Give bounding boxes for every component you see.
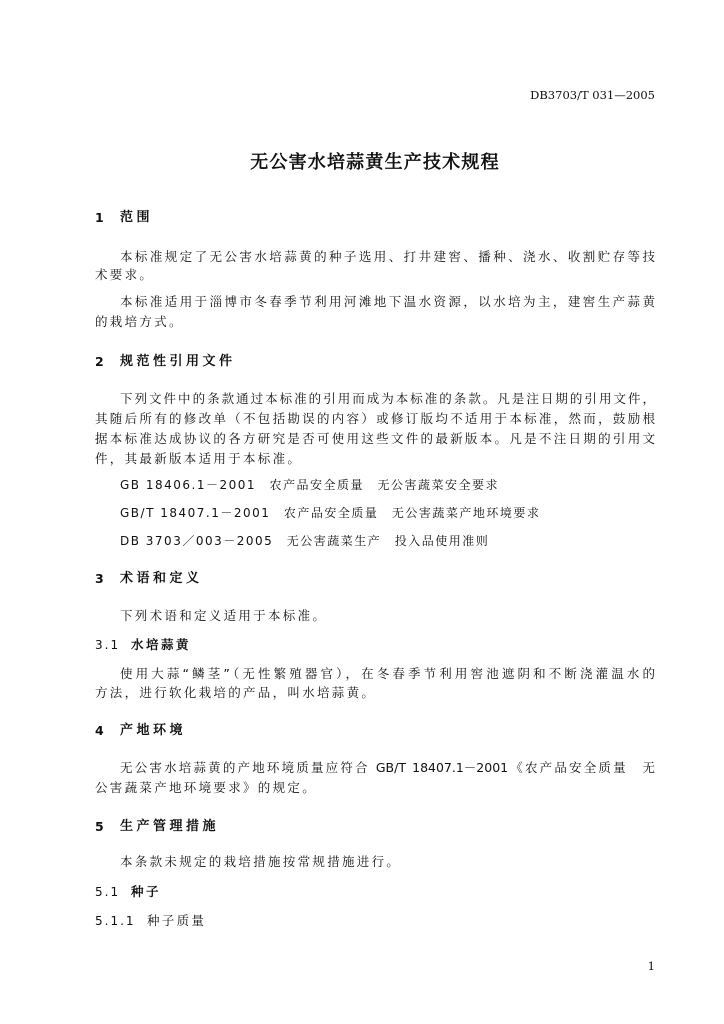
reference-line: DB 3703／003－2005 无公害蔬菜生产 投入品使用准则: [120, 534, 490, 548]
paragraph-line: 件，其最新版本适用于本标准。: [95, 451, 303, 466]
section-3-heading: 术语和定义: [120, 571, 203, 586]
subsection-5-1-heading: 种子: [131, 884, 162, 899]
section-4-heading: 产地环境: [120, 723, 187, 738]
paragraph-line: 的栽培方式。: [95, 314, 184, 329]
paragraph-line: 术要求。: [95, 267, 155, 282]
subsection-5-1-1-heading: 种子质量: [147, 913, 207, 928]
paragraph-line: 据本标准达成协议的各方研究是否可使用这些文件的最新版本。凡是不注日期的引用文: [95, 431, 655, 446]
section-5-heading: 生产管理措施: [120, 819, 220, 834]
paragraph-line: 下列文件中的条款通过本标准的引用而成为本标准的条款。凡是注日期的引用文件，: [120, 391, 655, 406]
section-1-number: 1: [95, 210, 106, 225]
document-code: DB3703/T 031—2005: [530, 88, 655, 102]
section-1-heading: 范围: [120, 210, 154, 225]
paragraph-line: 本标准适用于淄博市冬春季节利用河滩地下温水资源，以水培为主，建窖生产蒜黄: [120, 294, 655, 309]
subsection-3-1-number: 3.1: [95, 638, 121, 652]
section-2-heading: 规范性引用文件: [120, 354, 236, 369]
paragraph-line: 本条款未规定的栽培措施按常规措施进行。: [120, 854, 402, 869]
reference-line: GB 18406.1－2001 农产品安全质量 无公害蔬菜安全要求: [120, 478, 500, 492]
section-5-number: 5: [95, 819, 106, 834]
paragraph-line: 其随后所有的修改单（不包括勘误的内容）或修订版均不适用于本标准，然而，鼓励根: [95, 411, 655, 426]
document-title: 无公害水培蒜黄生产技术规程: [250, 152, 500, 173]
paragraph-line: 使用大蒜“鳞茎”（无性繁殖器官），在冬春季节利用窖池遮阴和不断浇灌温水的: [120, 666, 655, 681]
paragraph-line: 本标准规定了无公害水培蒜黄的种子选用、打井建窖、播种、浇水、收割贮存等技: [120, 249, 655, 264]
subsection-5-1-1-number: 5.1.1: [95, 914, 136, 928]
subsection-3-1-heading: 水培蒜黄: [131, 637, 192, 652]
paragraph-line: 方法，进行软化栽培的产品，叫水培蒜黄。: [95, 685, 377, 700]
section-3-number: 3: [95, 571, 106, 586]
section-2-number: 2: [95, 354, 106, 369]
paragraph-line: 公害蔬菜产地环境要求》的规定。: [95, 780, 318, 795]
page-number: 1: [647, 959, 655, 973]
subsection-5-1-number: 5.1: [95, 885, 121, 899]
reference-line: GB/T 18407.1－2001 农产品安全质量 无公害蔬菜产地环境要求: [120, 506, 541, 520]
paragraph-line: 无公害水培蒜黄的产地环境质量应符合 GB/T 18407.1－2001《农产品安全质量 无: [120, 760, 655, 775]
paragraph-line: 下列术语和定义适用于本标准。: [120, 608, 328, 623]
section-4-number: 4: [95, 723, 106, 738]
